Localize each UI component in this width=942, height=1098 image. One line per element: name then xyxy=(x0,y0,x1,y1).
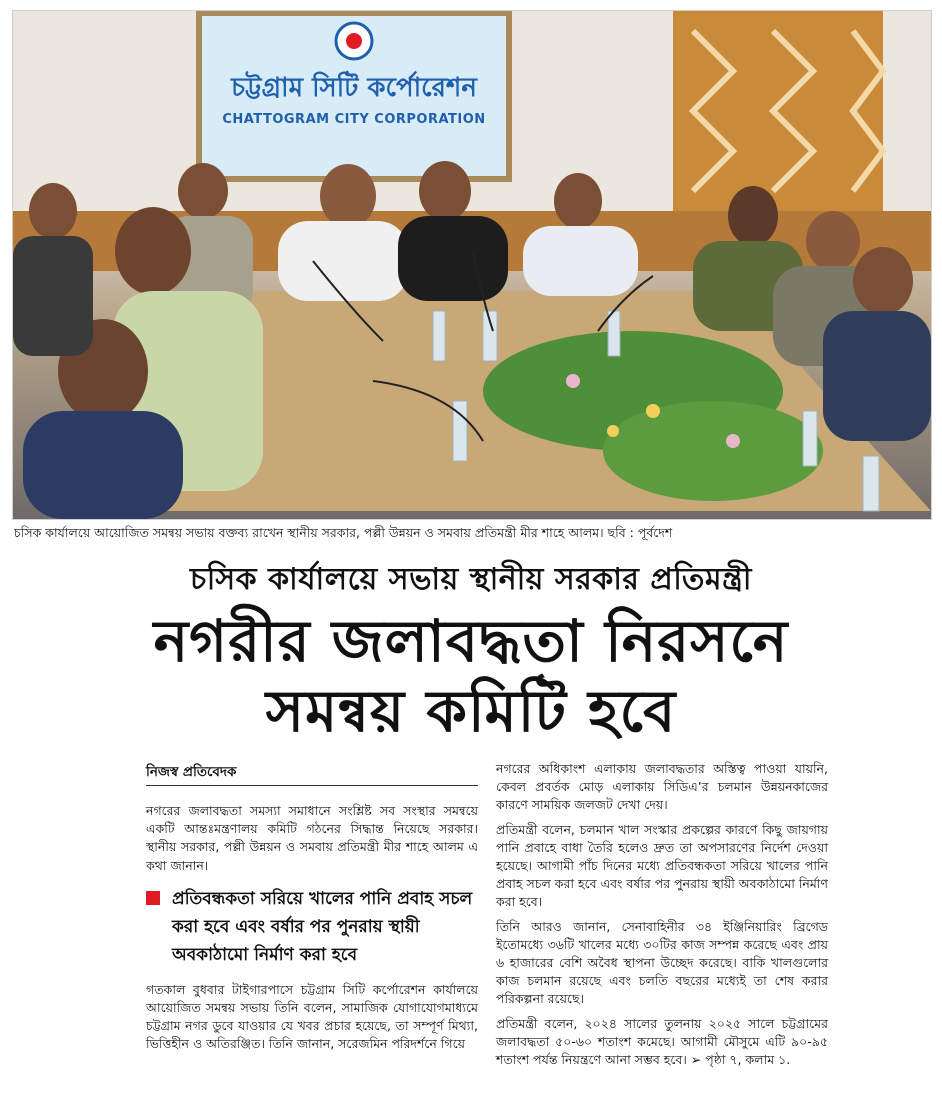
headline-line-1: নগরীর জলাবদ্ধতা নিরসনে xyxy=(153,607,789,675)
body-paragraph: প্রতিমন্ত্রী বলেন, চলমান খাল সংস্কার প্রকল্পের কারণে কিছু জায়গায় পানি প্রবাহে বাধা তৈরি হলেও দ্রুত তা অপসারণের নির্দেশ দেওয়া হয়েছে। আগামী পাঁচ দিনের মধ্যে প্রতিবন্ধকতা সরিয়ে খালের পানি প্রবাহ সচল করা হবে এবং বর্ষার পর পুনরায় স্থায়ী অবকাঠামো নির্মাণ করা হবে। xyxy=(496,821,828,910)
sign-bangla-text: চট্টগ্রাম সিটি কর্পোরেশন xyxy=(231,73,477,103)
headline-line-2: সমন্বয় কমিটি হবে xyxy=(265,677,677,745)
sign-english-text: CHATTOGRAM CITY CORPORATION xyxy=(222,112,486,127)
article-column-left xyxy=(146,762,478,1060)
pull-quote xyxy=(146,885,478,969)
pull-quote-text: প্রতিবন্ধকতা সরিয়ে খালের পানি প্রবাহ সচল করা হবে এবং বর্ষার পর পুনরায় স্থায়ী অবকাঠামো নির্মাণ করা হবে xyxy=(172,888,473,965)
main-headline xyxy=(0,606,942,746)
kicker-headline: চসিক কার্যালয়ে সভায় স্থানীয় সরকার প্রতিমন্ত্রী xyxy=(190,562,752,597)
article-column-right xyxy=(496,760,828,1075)
body-paragraph-continued: প্রতিমন্ত্রী বলেন, ২০২৪ সালের তুলনায় ২০২৫ সালে চট্টগ্রামের জলাবদ্ধতা ৫০-৬০ শতাংশ কমেছে। আগামী মৌসুমে এটি ৯০-৯৫ শতাংশ পর্যন্ত নিয়ন্ত্রণে আনা সম্ভব হবে। ➢ পৃষ্ঠা ৭, কলাম ১. xyxy=(496,1015,828,1068)
byline: নিজস্ব প্রতিবেদক xyxy=(146,762,478,786)
body-paragraph: গতকাল বুধবার টাইগারপাসে চট্টগ্রাম সিটি কর্পোরেশন কার্যালয়ে আয়োজিত সমন্বয় সভায় তিনি বলেন, সামাজিক যোগাযোগমাধ্যমে চট্টগ্রাম নগর ডুবে যাওয়ার যে খবর প্রচার হয়েছে, তা সম্পূর্ণ মিথ্যা, ভিত্তিহীন ও অতিরঞ্জিত। তিনি জানান, সরেজমিন পরিদর্শনে গিয়ে xyxy=(146,981,478,1052)
red-square-bullet-icon xyxy=(146,891,160,905)
lead-paragraph: নগরের জলাবদ্ধতা সমস্যা সমাধানে সংশ্লিষ্ট সব সংস্থার সমন্বয়ে একটি আন্তঃমন্ত্রণালয় কমিটি গঠনের সিদ্ধান্ত নিয়েছে সরকার। স্থানীয় সরকার, পল্লী উন্নয়ন ও সমবায় প্রতিমন্ত্রী মীর শাহে আলম এ কথা জানান। xyxy=(146,803,478,873)
body-paragraph: নগরের অধিকাংশ এলাকায় জলাবদ্ধতার অস্তিত্ব পাওয়া যায়নি, কেবল প্রবর্তক মোড় এলাকায় সিডিএ’র চলমান উন্নয়নকাজের কারণে সাময়িক জলজট দেখা দেয়। xyxy=(496,761,828,813)
photo-caption: চসিক কার্যালয়ে আয়োজিত সমন্বয় সভায় বক্তব্য রাখেন স্থানীয় সরকার, পল্লী উন্নয়ন ও সমবায় প্রতিমন্ত্রী মীর শাহে আলম। ছবি : পূর্বদেশ xyxy=(14,525,673,540)
body-paragraph: তিনি আরও জানান, সেনাবাহিনীর ৩৪ ইঞ্জিনিয়ারিং ব্রিগেড ইতোমধ্যে ৩৬টি খালের মধ্যে ৩০টির কাজ সম্পন্ন করেছে এবং প্রায় ৬ হাজারের বেশি অবৈধ স্থাপনা উচ্ছেদ করেছে। বাকি খালগুলোর কাজ চলমান রয়েছে এবং চলতি বছরের মধ্যেই তা শেষ করার পরিকল্পনা রয়েছে। xyxy=(496,918,828,1007)
news-photo xyxy=(12,10,932,520)
